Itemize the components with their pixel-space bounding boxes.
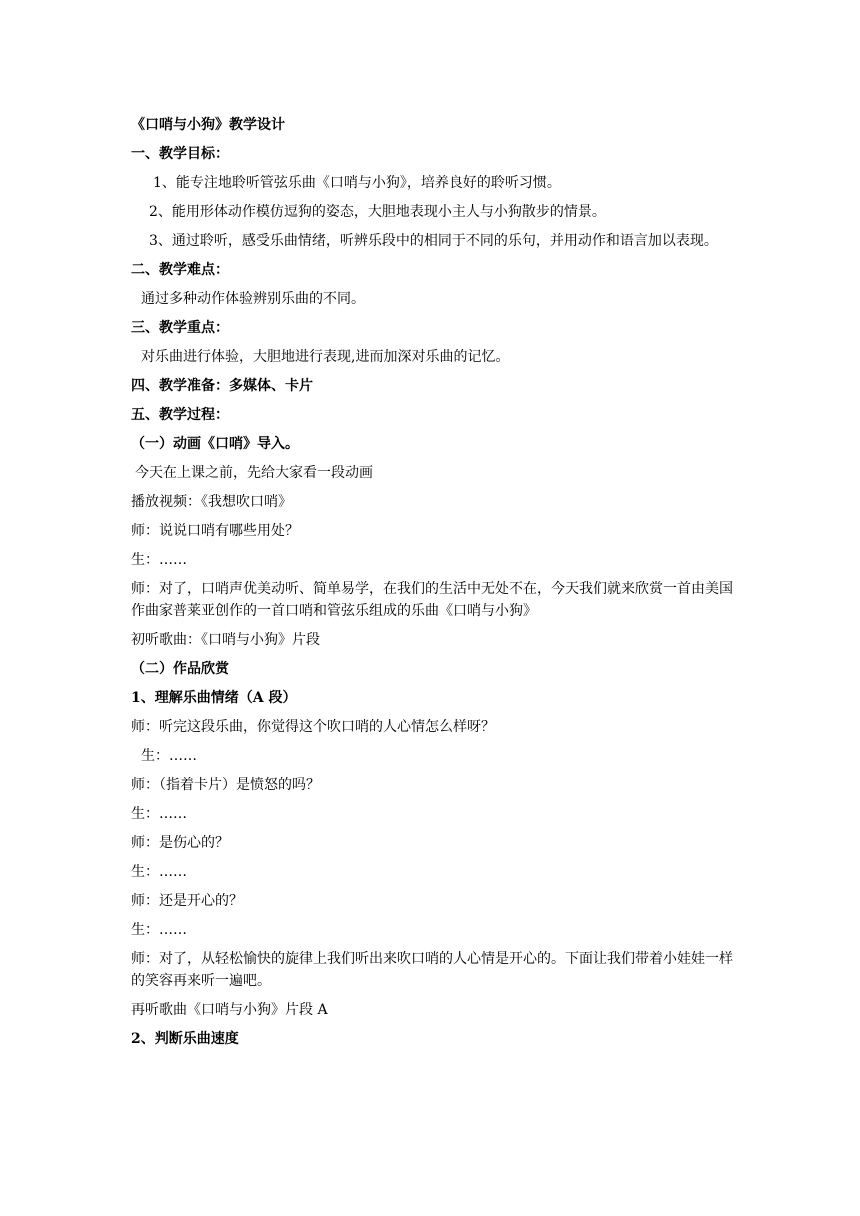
paragraph: 师：还是开心的？ (131, 893, 243, 909)
paragraph: 师：听完这段乐曲，你觉得这个吹口哨的人心情怎么样呀？ (131, 719, 495, 735)
key-heading: 三、教学重点： (131, 320, 229, 336)
paragraph: 播放视频：《我想吹口哨》 (131, 494, 292, 510)
paragraph: 师：（指着卡片）是愤怒的吗？ (131, 777, 320, 793)
key-text: 对乐曲进行体验，大胆地进行表现,进而加深对乐曲的记忆。 (141, 349, 510, 365)
goal-2: 2、能用形体动作模仿逗狗的姿态，大胆地表现小主人与小狗散步的情景。 (149, 204, 606, 220)
paragraph: 今天在上课之前，先给大家看一段动画 (135, 465, 373, 481)
paragraph: 师：是伤心的？ (131, 835, 229, 851)
paragraph: 生：…… (131, 552, 187, 568)
paragraph: 生：…… (131, 806, 187, 822)
paragraph: 生：…… (141, 748, 197, 764)
paragraph: 师：说说口哨有哪些用处？ (131, 523, 299, 539)
paragraph: 师：对了，口哨声优美动听、简单易学，在我们的生活中无处不在，今天我们就来欣赏一首由美国作曲家普莱亚创作的一首口哨和管弦乐组成的乐曲《口哨与小狗》 (131, 581, 733, 619)
paragraph: 生：…… (131, 864, 187, 880)
difficulty-text: 通过多种动作体验辨别乐曲的不同。 (141, 291, 365, 307)
difficulty-heading: 二、教学难点： (131, 262, 229, 278)
paragraph: 生：…… (131, 922, 187, 938)
goal-3: 3、通过聆听，感受乐曲情绪，听辨乐段中的相同于不同的乐句，并用动作和语言加以表现。 (149, 233, 718, 249)
document-title: 《口哨与小狗》教学设计 (131, 117, 285, 133)
goals-heading: 一、教学目标： (131, 146, 229, 162)
part2-heading: （二）作品欣赏 (131, 661, 229, 677)
paragraph: 初听歌曲：《口哨与小狗》片段 (131, 632, 320, 648)
paragraph: 再听歌曲《口哨与小狗》片段 A (131, 1002, 328, 1018)
goal-1: 1、能专注地聆听管弦乐曲《口哨与小狗》，培养良好的聆听习惯。 (153, 175, 561, 191)
document-body (131, 114, 736, 1050)
paragraph: 师：对了，从轻松愉快的旋律上我们听出来吹口哨的人心情是开心的。下面让我们带着小娃娃一样的笑容再来听一遍吧。 (131, 951, 733, 989)
prep-heading: 四、教学准备：多媒体、卡片 (131, 378, 313, 394)
sub2-heading: 2、判断乐曲速度 (131, 1031, 239, 1047)
part1-heading: （一）动画《口哨》导入。 (131, 436, 299, 452)
process-heading: 五、教学过程： (131, 407, 229, 423)
sub1-heading: 1、理解乐曲情绪（A 段） (131, 690, 297, 706)
